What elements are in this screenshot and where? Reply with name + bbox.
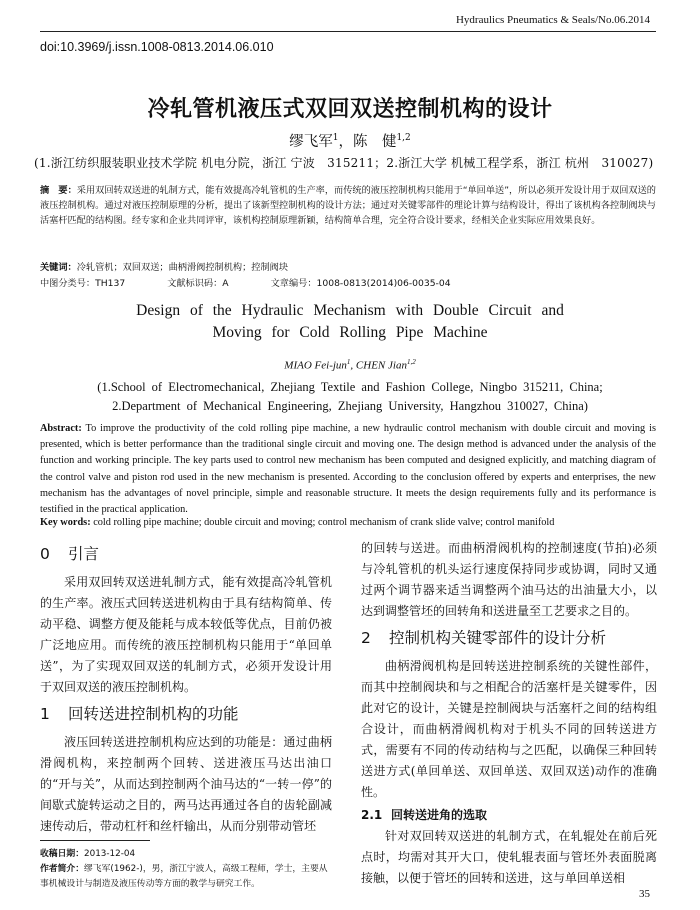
section-number: 2 bbox=[361, 629, 371, 647]
section-heading-introduction bbox=[40, 542, 332, 566]
section-number: 0 bbox=[40, 545, 50, 563]
footnote-bio bbox=[40, 862, 336, 892]
chinese-abstract bbox=[40, 183, 656, 229]
footnote-rule bbox=[40, 840, 150, 841]
document-code: 文献标识码：A bbox=[167, 278, 229, 289]
english-abstract-text: To improve the productivity of the cold rolling pipe machine, a new hydraulic control mechanism with double circuit and moving is presented, which is better performance than the traditional single circuit and moving one. The design method is advanced under the analysis of the function and working principle. The key parts used to control new mechanism has been computed and designed explicitly, and matching diagram of the control valve and piston rod used in the new mechanism is presented. According to the conclusion offered by experts and enterprises, the new mechanism has the advantages of novel principle, simple and reasonable structure. It meets the design requirements fully and its performance is testified in the practical application. bbox=[40, 423, 657, 516]
paragraph: 液压回转送进控制机构应达到的功能是：通过曲柄滑阀机构，来控制两个回转、送进液压马达出油口的“开与关”，从而达到控制两个油马达的“一转一停”的间歇式旋转运动之目的，两马达再通过各自的齿轮副减速传动后，带动杠杆和丝杆输出，从而分别带动管坯 bbox=[40, 735, 332, 833]
footnote-bio-label: 作者简介： bbox=[40, 864, 84, 874]
section-heading-function bbox=[40, 702, 332, 726]
paragraph: 曲柄滑阀机构是回转送进控制系统的关键性部件，而其中控制阀块和与之相配合的活塞杆是关键零件，因此对它的设计，关键是控制阀块与活塞杆之间的结构组合设计，而曲柄滑阀机构对于机头不同的回转送进方式，需要有不同的传动结构与之匹配，以确保三种回转送进方式(单回单送、双回单送、双回双送)动作的准确性。 bbox=[361, 659, 657, 799]
subsection-heading-angle bbox=[361, 805, 657, 826]
english-author-2: , CHEN Jian bbox=[350, 359, 407, 372]
english-title bbox=[0, 300, 700, 344]
english-authors bbox=[0, 358, 700, 372]
author-2-affil-mark: 1,2 bbox=[396, 133, 411, 144]
english-affiliation-line-2: 2.Department of Mechanical Engineering, Zhejiang University, Hangzhou 310027, China) bbox=[112, 399, 588, 413]
footnote-received-date: 2013-12-04 bbox=[84, 849, 136, 859]
running-head: Hydraulics Pneumatics & Seals/No.06.2014 bbox=[455, 14, 650, 26]
chinese-abstract-label: 摘 要： bbox=[40, 185, 77, 196]
chinese-title: 冷轧管机液压式双回双送控制机构的设计 bbox=[147, 97, 553, 122]
english-title-line-2: Moving for Cold Rolling Pipe Machine bbox=[212, 324, 488, 341]
english-author-1-mark: 1 bbox=[346, 358, 351, 366]
chinese-keywords-text: 冷轧管机；双回双送；曲柄滑阀控制机构；控制阀块 bbox=[76, 262, 289, 273]
section-title: 控制机构关键零部件的设计分析 bbox=[389, 629, 607, 647]
author-1: 缪飞军 bbox=[289, 134, 333, 150]
page-number: 35 bbox=[639, 888, 650, 900]
english-abstract bbox=[40, 421, 656, 518]
footnote-bio-text: 缪飞军(1962-)，男，浙江宁波人，高级工程师，学士，主要从事机械设计与制造及液压传动等方面的教学与研究工作。 bbox=[40, 864, 328, 889]
author-1-affil-mark: 1 bbox=[332, 133, 339, 144]
english-abstract-label: Abstract: bbox=[40, 423, 82, 434]
body-column-right bbox=[361, 538, 657, 889]
footnote bbox=[40, 847, 336, 892]
section-title: 回转送进控制机构的功能 bbox=[68, 705, 239, 723]
chinese-keywords bbox=[40, 259, 656, 273]
clc-number: 中图分类号：TH137 bbox=[40, 278, 126, 289]
english-title-line-1: Design of the Hydraulic Mechanism with Double Circuit and bbox=[136, 302, 564, 319]
english-affiliation-line-1: (1.School of Electromechanical, Zhejiang Textile and Fashion College, Ningbo 315211, China; bbox=[97, 380, 603, 394]
section-heading-design-analysis bbox=[361, 626, 657, 650]
author-separator: ， bbox=[338, 134, 353, 150]
english-keywords bbox=[40, 517, 656, 528]
doi[interactable]: doi:10.3969/j.issn.1008-0813.2014.06.010 bbox=[40, 40, 274, 54]
english-affiliation bbox=[0, 378, 700, 416]
chinese-abstract-text: 采用双回转双送进的轧制方式，能有效提高冷轧管机的生产率，而传统的液压控制机构只能用于“单回单送”，所以必须开发设计用于双回双送的液压控制机构。通过对液压控制原理的分析，提出了该新型控制机构的设计方法；通过对关键零部件的理论计算与结构设计，得出了该机构各控制阀块与活塞杆匹配的结构图。经专家和企业共同评审，该机构控制原理新颖，结构简单合理，完全符合设计要求，经相关企业实际应用效果良好。 bbox=[40, 185, 656, 227]
article-number: 文章编号：1008-0813(2014)06-0035-04 bbox=[270, 278, 451, 289]
footnote-received-label: 收稿日期： bbox=[40, 849, 84, 859]
paragraph: 的回转与送进。而曲柄滑阀机构的控制速度(节拍)必须与冷轧管机的机头运行速度保持同步或协调，同时又通过两个调节器来适当调整两个油马达的出油量大小，以达到调整管坯的回转角和送进量至工艺要求之目的。 bbox=[361, 541, 657, 618]
english-author-2-mark: 1,2 bbox=[406, 358, 416, 366]
section-number: 1 bbox=[40, 705, 50, 723]
classification-line bbox=[40, 275, 656, 289]
paragraph: 针对双回转双送进的轧制方式，在轧辊处在前后死点时，均需对其开大口，使轧辊表面与管坯外表面脱离接触，以便于管坯的回转和送进，这与单回单送相 bbox=[361, 829, 657, 885]
chinese-authors bbox=[0, 130, 700, 151]
header-rule bbox=[40, 31, 656, 32]
chinese-keywords-label: 关键词： bbox=[40, 262, 77, 273]
section-title: 引言 bbox=[68, 545, 100, 563]
subsection-title: 回转送进角的选取 bbox=[391, 808, 488, 822]
english-author-1: MIAO Fei-jun bbox=[284, 359, 347, 372]
body-column-left bbox=[40, 538, 332, 837]
chinese-affiliation: (1.浙江纺织服装职业技术学院 机电分院，浙江 宁波 315211；2.浙江大学 机械工程学系，浙江 杭州 310027) bbox=[34, 156, 654, 170]
english-keywords-label: Key words: bbox=[40, 517, 91, 528]
footnote-received bbox=[40, 847, 336, 862]
paragraph: 采用双回转双送进轧制方式，能有效提高冷轧管机的生产率。液压式回转送进机构由于具有结构简单、传动平稳、调整方便及能耗与成本较低等优点，目前仍被广泛地应用。而传统的液压控制机构只能用于“单回单送”，为了实现双回双送的轧制方式，必须开发设计用于双回双送的液压控制机构。 bbox=[40, 575, 332, 694]
author-2: 陈 健 bbox=[352, 134, 397, 150]
english-keywords-text: cold rolling pipe machine; double circuit and moving; control mechanism of crank slide valve; control manifold bbox=[93, 517, 555, 528]
subsection-number: 2.1 bbox=[361, 808, 383, 822]
